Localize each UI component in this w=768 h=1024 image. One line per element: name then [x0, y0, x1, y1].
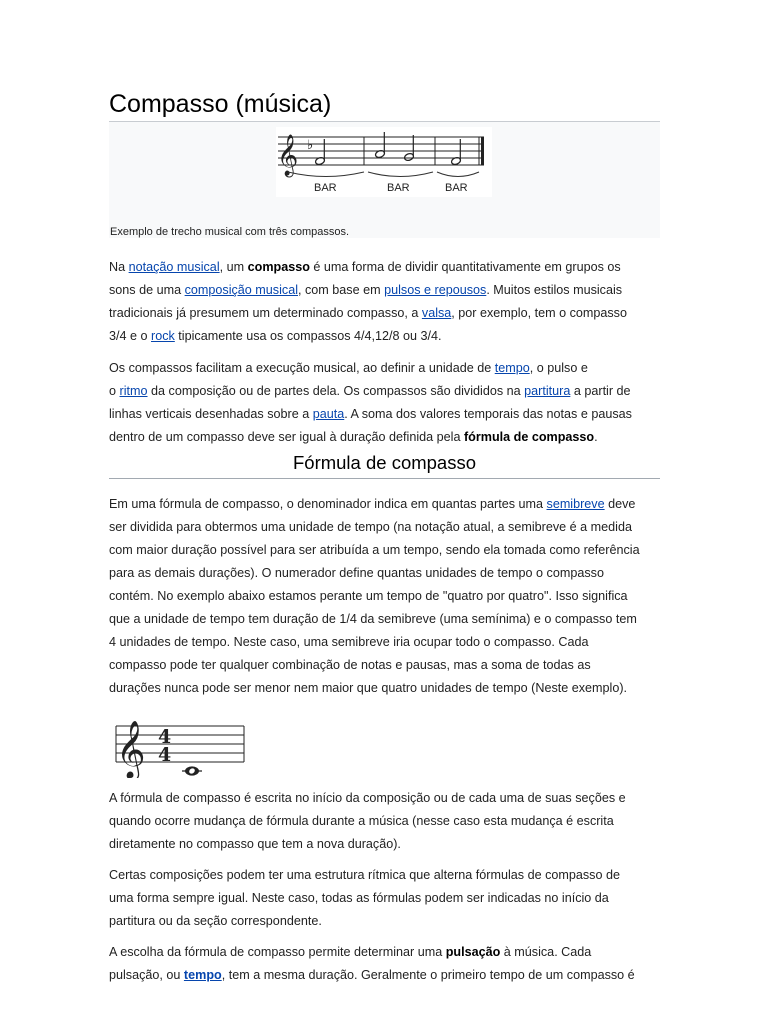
- link-tempo-bold[interactable]: tempo: [183, 968, 222, 982]
- link-pulsos-e-repousos[interactable]: pulsos e repousos: [384, 283, 487, 297]
- figure-caption: Exemplo de trecho musical com três compassos.: [110, 226, 350, 238]
- bold-formula-de-compasso: fórmula de compasso: [463, 430, 595, 444]
- paragraph-estrutura: Certas composições podem ter uma estrutura rítmica que alterna fórmulas de compasso de uma forma sempre igual. Neste caso, todas as fórmulas podem ser indicadas no início da partitura ou da seção correspondente.: [109, 868, 620, 928]
- link-partitura[interactable]: partitura: [524, 384, 571, 398]
- time-signature-figure: [112, 706, 250, 778]
- link-ritmo[interactable]: ritmo: [119, 384, 148, 398]
- paragraph-formula: Em uma fórmula de compasso, o denominador indica em quantas partes uma semibreve deve ser dividida para obtermos uma unidade de tempo (na notação atual, a semibreve é a medida com maior duração possível para ser atribuída a um tempo, sendo ela tomada como referência para as demais durações). O numerador define quantas unidades de tempo o compasso contém. No exemplo abaixo estamos perante um tempo de "quatro por quatro". Isso significa que a unidade de tempo tem duração de 1/4 da semibreve (uma semínima) e o compasso tem 4 unidades de tempo. Neste caso, uma semibreve iria ocupar todo o compasso. Cada compasso pode ter qualquer combinação de notas e pausas, mas a soma de todas as durações nunca pode ser menor nem maior que quatro unidades de tempo (Neste exemplo).: [109, 497, 640, 695]
- bar-label: BAR: [445, 182, 468, 194]
- link-rock[interactable]: rock: [151, 329, 175, 343]
- link-notacao-musical[interactable]: notação musical: [128, 260, 220, 274]
- link-tempo[interactable]: tempo: [494, 361, 530, 375]
- paragraph-escrita: A fórmula de compasso é escrita no início da composição ou de cada uma de suas seções e quando ocorre mudança de fórmula durante a música (nesse caso esta mudança é escrita diretamente no compasso que tem a nova duração).: [109, 791, 626, 851]
- link-pauta[interactable]: pauta: [312, 407, 345, 421]
- bold-pulsacao: pulsação: [445, 945, 501, 959]
- time-signature-denominator: 4: [158, 744, 172, 766]
- page-title: Compasso (música): [109, 90, 332, 118]
- bar-label: BAR: [387, 182, 410, 194]
- treble-clef-icon: 𝄞: [116, 720, 146, 778]
- paragraph-pulsacao: A escolha da fórmula de compasso permite determinar uma pulsação à música. Cada pulsação, ou tempo, tem a mesma duração. Geralmente o primeiro tempo de um compasso é: [109, 945, 635, 982]
- link-valsa[interactable]: valsa: [421, 306, 452, 320]
- link-composicao-musical[interactable]: composição musical: [184, 283, 298, 297]
- time-signature-numerator: 4: [158, 726, 172, 748]
- bold-compasso: compasso: [247, 260, 310, 274]
- bar-notation-figure: [276, 127, 492, 197]
- link-semibreve[interactable]: semibreve: [546, 497, 605, 511]
- treble-clef-icon: 𝄞: [277, 135, 299, 176]
- flat-sign-icon: ♭: [307, 138, 314, 153]
- paragraph-compassos: Os compassos facilitam a execução musical, ao definir a unidade de tempo, o pulso e o ritmo da composição ou de partes dela. Os compassos são divididos na partitura a partir de linhas verticais desenhadas sobre a pauta. A soma dos valores temporais das notas e pausas dentro de um compasso deve ser igual à duração definida pela fórmula de compasso.: [109, 361, 632, 444]
- bar-label: BAR: [314, 182, 337, 194]
- section-divider: [109, 478, 660, 479]
- paragraph-intro: Na notação musical, um compasso é uma forma de dividir quantitativamente em grupos os sons de uma composição musical, com base em pulsos e repousos. Muitos estilos musicais tradicionais já presumem um determinado compasso, a valsa, por exemplo, tem o compasso 3/4 e o rock tipicamente usa os compassos 4/4,12/8 ou 3/4.: [109, 260, 627, 343]
- section-heading: Fórmula de compasso: [292, 452, 477, 473]
